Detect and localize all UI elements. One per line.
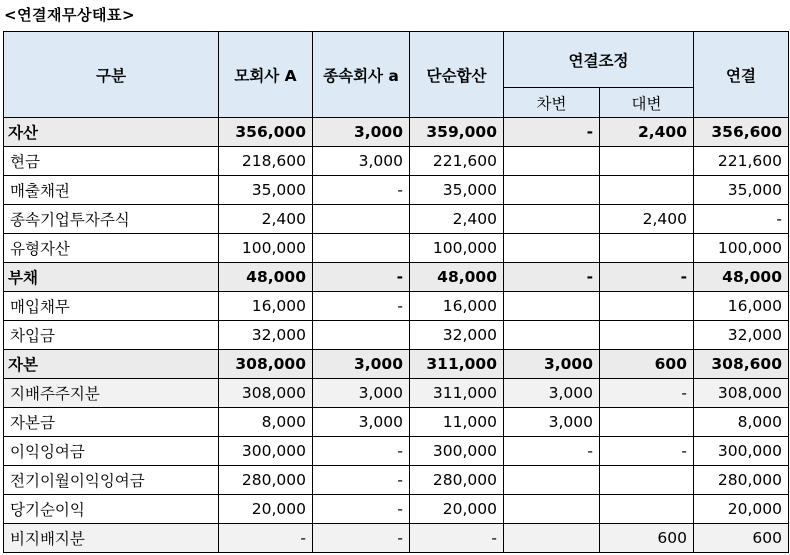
row-label: 매입채무 [4,292,219,321]
cell-debit: 3,000 [504,379,600,408]
statement-title: <연결재무상태표> [4,6,136,24]
cell-debit: - [504,118,600,147]
cell-parent: - [219,524,313,553]
cell-subsidiary: - [313,292,410,321]
cell-simple-sum: 359,000 [410,118,504,147]
cell-consolidated: - [694,205,789,234]
row-label: 자산 [4,118,219,147]
cell-debit [504,321,600,350]
cell-parent: 16,000 [219,292,313,321]
row-label: 자본 [4,350,219,379]
cell-debit [504,495,600,524]
table-row-capital-stock [4,408,789,437]
cell-parent: 20,000 [219,495,313,524]
row-label: 이익잉여금 [4,437,219,466]
table-row-liabilities [4,263,789,292]
cell-simple-sum: 20,000 [410,495,504,524]
cell-simple-sum: 221,600 [410,147,504,176]
cell-parent: 308,000 [219,350,313,379]
header-adjustment: 연결조정 [504,32,694,88]
cell-parent: 218,600 [219,147,313,176]
cell-parent: 280,000 [219,466,313,495]
cell-simple-sum: 35,000 [410,176,504,205]
cell-simple-sum: - [410,524,504,553]
cell-debit [504,147,600,176]
row-label: 자본금 [4,408,219,437]
cell-credit: - [600,263,694,292]
cell-simple-sum: 311,000 [410,379,504,408]
cell-debit [504,292,600,321]
cell-parent: 8,000 [219,408,313,437]
cell-credit: 600 [600,350,694,379]
cell-consolidated: 100,000 [694,234,789,263]
cell-consolidated: 600 [694,524,789,553]
cell-consolidated: 221,600 [694,147,789,176]
cell-credit [600,466,694,495]
table-row-payables [4,292,789,321]
cell-credit: 2,400 [600,118,694,147]
header-credit: 대변 [600,88,694,118]
cell-subsidiary: - [313,524,410,553]
cell-simple-sum: 2,400 [410,205,504,234]
cell-parent: 100,000 [219,234,313,263]
cell-debit [504,205,600,234]
cell-simple-sum: 311,000 [410,350,504,379]
cell-credit [600,292,694,321]
cell-subsidiary: - [313,495,410,524]
cell-credit [600,176,694,205]
table-row-tangible-assets [4,234,789,263]
cell-consolidated: 8,000 [694,408,789,437]
cell-credit [600,147,694,176]
cell-subsidiary: - [313,466,410,495]
cell-debit: - [504,263,600,292]
cell-consolidated: 308,000 [694,379,789,408]
cell-credit [600,321,694,350]
row-label: 종속기업투자주식 [4,205,219,234]
cell-subsidiary: - [313,176,410,205]
row-label: 부채 [4,263,219,292]
row-label: 지배주주지분 [4,379,219,408]
header-debit: 차변 [504,88,600,118]
cell-credit: - [600,437,694,466]
cell-debit: 3,000 [504,408,600,437]
cell-subsidiary: 3,000 [313,147,410,176]
cell-credit [600,495,694,524]
header-parent: 모회사 A [219,32,313,118]
cell-subsidiary: - [313,263,410,292]
table-row-prior-retained-earnings [4,466,789,495]
cell-subsidiary [313,321,410,350]
header-consolidated: 연결 [694,32,789,118]
balance-sheet-table [3,31,789,553]
cell-debit [504,176,600,205]
row-label: 현금 [4,147,219,176]
cell-consolidated: 35,000 [694,176,789,205]
table-row-investment-in-subsidiary [4,205,789,234]
row-label: 전기이월이익잉여금 [4,466,219,495]
cell-subsidiary: - [313,437,410,466]
cell-consolidated: 308,600 [694,350,789,379]
cell-simple-sum: 300,000 [410,437,504,466]
cell-credit: 600 [600,524,694,553]
cell-parent: 48,000 [219,263,313,292]
row-label: 차입금 [4,321,219,350]
cell-consolidated: 280,000 [694,466,789,495]
cell-credit [600,234,694,263]
cell-consolidated: 48,000 [694,263,789,292]
cell-parent: 308,000 [219,379,313,408]
cell-simple-sum: 280,000 [410,466,504,495]
row-label: 매출채권 [4,176,219,205]
cell-consolidated: 32,000 [694,321,789,350]
cell-credit: 2,400 [600,205,694,234]
table-row-equity [4,350,789,379]
cell-parent: 356,000 [219,118,313,147]
header-category: 구분 [4,32,219,118]
table-row-net-income [4,495,789,524]
cell-parent: 32,000 [219,321,313,350]
table-row-cash [4,147,789,176]
cell-credit [600,408,694,437]
cell-subsidiary [313,234,410,263]
table-row-non-controlling-interest [4,524,789,553]
header-subsidiary: 종속회사 a [313,32,410,118]
cell-consolidated: 356,600 [694,118,789,147]
header-simple-sum: 단순합산 [410,32,504,118]
cell-debit [504,466,600,495]
cell-subsidiary: 3,000 [313,408,410,437]
cell-debit: 3,000 [504,350,600,379]
cell-debit [504,234,600,263]
cell-simple-sum: 11,000 [410,408,504,437]
cell-consolidated: 20,000 [694,495,789,524]
table-row-retained-earnings [4,437,789,466]
cell-parent: 35,000 [219,176,313,205]
cell-subsidiary [313,205,410,234]
cell-credit: - [600,379,694,408]
table-row-controlling-interest [4,379,789,408]
cell-subsidiary: 3,000 [313,350,410,379]
cell-simple-sum: 48,000 [410,263,504,292]
cell-simple-sum: 100,000 [410,234,504,263]
table-row-borrowings [4,321,789,350]
table-row-assets [4,118,789,147]
cell-simple-sum: 16,000 [410,292,504,321]
table-row-receivables [4,176,789,205]
row-label: 당기순이익 [4,495,219,524]
cell-debit: - [504,437,600,466]
cell-consolidated: 16,000 [694,292,789,321]
cell-debit [504,524,600,553]
cell-subsidiary: 3,000 [313,379,410,408]
row-label: 유형자산 [4,234,219,263]
cell-subsidiary: 3,000 [313,118,410,147]
cell-parent: 2,400 [219,205,313,234]
cell-parent: 300,000 [219,437,313,466]
cell-simple-sum: 32,000 [410,321,504,350]
row-label: 비지배지분 [4,524,219,553]
cell-consolidated: 300,000 [694,437,789,466]
